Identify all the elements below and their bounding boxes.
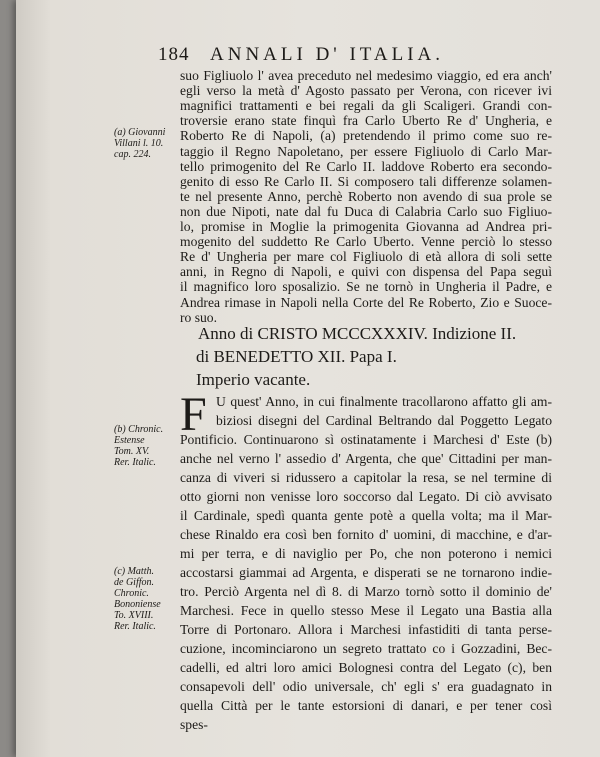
running-title: ANNALI D' ITALIA. <box>210 44 444 65</box>
text-line: il magnifico loro sposalizio. Se ne tornò in Ungheria il Padre, e <box>180 279 552 295</box>
heading-line: di BENEDETTO XII. Papa I. <box>196 347 397 366</box>
text-line: U quest' Anno, in cui finalmente tracollarono affatto gli am- <box>216 394 552 409</box>
text-line: Torre di Portonaro. Allora i Marchesi infastiditi di tanta perse- <box>180 622 552 637</box>
margin-note-line: cap. 224. <box>114 149 151 160</box>
text-line: lo, promise in Moglie la primogenita Giovanna ad Andrea pri- <box>180 219 552 234</box>
margin-note-line: (a) Giovanni <box>114 127 166 138</box>
text-line: Marchesi. Fece in quello stesso Mese il Legato una Bastia alla <box>180 603 552 618</box>
text-line: Andrea rimase in Napoli nella Corte del Re Roberto, Zio e Suoce- <box>180 294 552 310</box>
margin-note-line: Tom. XV. <box>114 446 150 457</box>
margin-note-line: Chronic. <box>114 588 149 599</box>
text-line: Pontificio. Continuarono sì ostinatamente i Marchesi d' Este (b) <box>180 432 552 447</box>
text-line: spes- <box>180 717 208 732</box>
drop-cap: F <box>180 388 207 441</box>
text-line: mogenito del suddetto Re Carlo Uberto. Venne perciò lo stesso <box>180 234 552 250</box>
margin-note-line: (c) Matth. <box>114 566 154 577</box>
text-line: cuzione, incominciarono un segreto trattato co i Gozzadini, Bec- <box>180 641 552 656</box>
text-line: taggio il Regno Napoletano, per essere Figliuolo di Carlo Mar- <box>180 143 552 159</box>
text-line: chese Rinaldo era così ben fornito d' uomini, di macchine, e d'ar- <box>180 527 552 542</box>
text-line: troversie erano state finquì fra Carlo Uberto Re d' Ungheria, e <box>180 113 552 129</box>
text-line: anni, in Regno di Napoli, e quivi con dispensa del Papa seguì <box>180 264 552 280</box>
text-line: quella Città per le tante estorsioni di danari, e per tener così <box>180 698 552 713</box>
text-line: genito di esso Re Carlo II. Si composero tali differenze solamen- <box>180 173 552 189</box>
margin-note-line: Villani l. 10. <box>114 138 164 149</box>
text-line: magnifici trattamenti e bei regali da gli Scaligeri. Grandi con- <box>180 98 552 114</box>
text-line: otto giorni non venisse loro soccorso dal Legato. Di ciò avvisato <box>180 489 552 504</box>
text-line: non due Nipoti, nate dal fu Duca di Calabria Carlo suo Figliuo- <box>180 203 552 219</box>
text-line: egli verso la metà d' Agosto passato per Verona, con ricever ivi <box>180 83 552 99</box>
text-line: suo Figliuolo l' avea preceduto nel medesimo viaggio, ed era anch' <box>180 68 552 83</box>
margin-note-line: Estense <box>114 435 145 446</box>
text-line: accostarsi giammai ad Argenta, e disperati se ne tornarono indie- <box>180 565 552 580</box>
text-line: te nel presente Anno, perchè Roberto non avendo di sua prole se <box>180 188 552 204</box>
margin-note-line: To. XVIII. <box>114 610 154 621</box>
margin-note-line: Rer. Italic. <box>114 457 156 468</box>
page-number: 184 <box>158 44 190 65</box>
text-line: canza di viveri si ridussero a capitolar la resa, se nel termine di <box>180 470 552 485</box>
text-line: anche nel verno l' assedio d' Argenta, che que' Cittadini per man- <box>180 451 552 466</box>
running-header <box>0 44 600 68</box>
text-line: mi per terra, e di naviglio per Po, che non poterono i nemici <box>180 546 552 561</box>
margin-note-line: de Giffon. <box>114 577 154 588</box>
margin-note-line: Bononiense <box>114 599 161 610</box>
text-line: Re d' Ungheria per mare col Figliuolo di età allora di soli sette <box>180 249 552 265</box>
text-line: biziosi disegni del Cardinal Beltrando dal Poggetto Legato <box>216 413 552 428</box>
text-line: ro suo. <box>180 309 218 325</box>
margin-note-line: (b) Chronic. <box>114 424 164 435</box>
text-line: tro. Perciò Argenta nel dì 8. di Marzo tornò sotto il dominio de' <box>180 584 552 599</box>
text-line: Roberto Re di Napoli, (a) pretendendo il primo come suo re- <box>180 128 552 144</box>
text-line: cadelli, ed altri loro amici Bolognesi contra del Legato (c), ben <box>180 660 552 675</box>
margin-note-line: Rer. Italic. <box>114 621 156 632</box>
heading-line: Imperio vacante. <box>196 370 311 389</box>
heading-line: Anno di CRISTO MCCCXXXIV. Indizione II. <box>198 324 517 343</box>
text-line: consapevoli dell' odio universale, ch' egli s' era guadagnato in <box>180 679 552 694</box>
text-line: tello primogenito del Re Carlo II. laddove Roberto era secondo- <box>180 158 552 174</box>
text-line: il Cardinale, spedì quanta gente potè a quella volta; ma il Mar- <box>180 508 552 523</box>
